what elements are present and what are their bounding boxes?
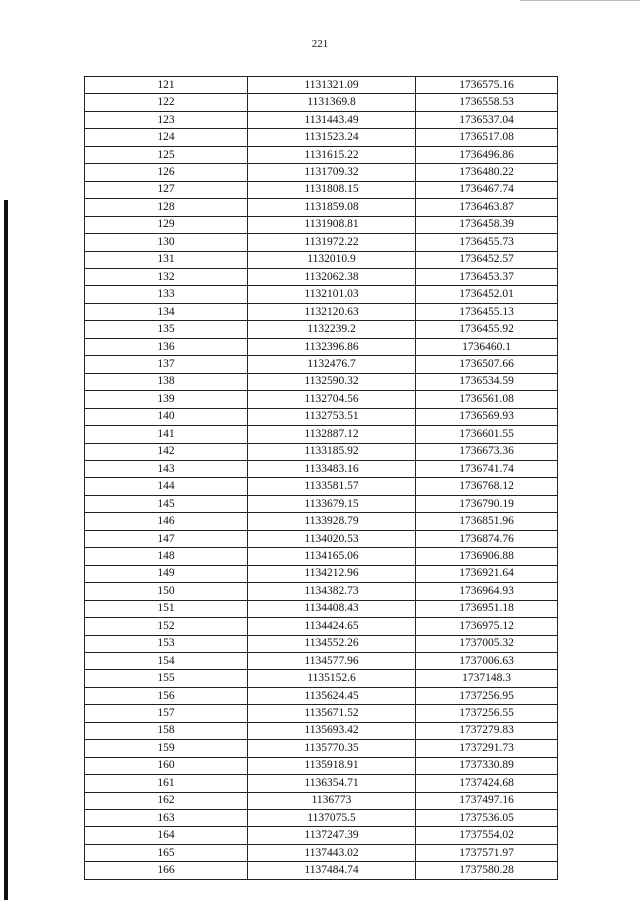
table-row	[85, 321, 558, 338]
table-row	[85, 757, 558, 774]
y-coordinate-cell: 1736467.74	[416, 181, 558, 198]
point-number-cell: 144	[85, 478, 248, 495]
coordinates-table-body	[85, 77, 558, 880]
x-coordinate-cell: 1133679.15	[248, 495, 416, 512]
table-row	[85, 513, 558, 530]
coordinates-table	[84, 76, 558, 880]
y-coordinate-cell: 1736768.12	[416, 478, 558, 495]
point-number-cell: 160	[85, 757, 248, 774]
y-coordinate-cell: 1736507.66	[416, 356, 558, 373]
table-row	[85, 583, 558, 600]
x-coordinate-cell: 1131523.24	[248, 129, 416, 146]
x-coordinate-cell: 1135918.91	[248, 757, 416, 774]
table-row	[85, 286, 558, 303]
point-number-cell: 135	[85, 321, 248, 338]
point-number-cell: 145	[85, 495, 248, 512]
y-coordinate-cell: 1736455.13	[416, 303, 558, 320]
y-coordinate-cell: 1737148.3	[416, 670, 558, 687]
point-number-cell: 125	[85, 146, 248, 163]
x-coordinate-cell: 1131443.49	[248, 111, 416, 128]
x-coordinate-cell: 1137247.39	[248, 827, 416, 844]
table-row	[85, 181, 558, 198]
table-row	[85, 251, 558, 268]
point-number-cell: 155	[85, 670, 248, 687]
y-coordinate-cell: 1736975.12	[416, 618, 558, 635]
point-number-cell: 142	[85, 443, 248, 460]
table-row	[85, 234, 558, 251]
x-coordinate-cell: 1134408.43	[248, 600, 416, 617]
point-number-cell: 146	[85, 513, 248, 530]
point-number-cell: 134	[85, 303, 248, 320]
table-row	[85, 722, 558, 739]
y-coordinate-cell: 1736906.88	[416, 548, 558, 565]
table-row	[85, 618, 558, 635]
x-coordinate-cell: 1137443.02	[248, 844, 416, 861]
x-coordinate-cell: 1134382.73	[248, 583, 416, 600]
x-coordinate-cell: 1132239.2	[248, 321, 416, 338]
y-coordinate-cell: 1737330.89	[416, 757, 558, 774]
point-number-cell: 132	[85, 268, 248, 285]
page-number: 221	[311, 38, 329, 50]
table-row	[85, 338, 558, 355]
x-coordinate-cell: 1131321.09	[248, 77, 416, 94]
y-coordinate-cell: 1736951.18	[416, 600, 558, 617]
point-number-cell: 156	[85, 687, 248, 704]
point-number-cell: 141	[85, 426, 248, 443]
y-coordinate-cell: 1736575.16	[416, 77, 558, 94]
y-coordinate-cell: 1737005.32	[416, 635, 558, 652]
table-row	[85, 94, 558, 111]
x-coordinate-cell: 1131908.81	[248, 216, 416, 233]
y-coordinate-cell: 1736480.22	[416, 164, 558, 181]
table-row	[85, 146, 558, 163]
x-coordinate-cell: 1135693.42	[248, 722, 416, 739]
y-coordinate-cell: 1736463.87	[416, 199, 558, 216]
point-number-cell: 154	[85, 652, 248, 669]
y-coordinate-cell: 1737291.73	[416, 740, 558, 757]
table-row	[85, 129, 558, 146]
point-number-cell: 137	[85, 356, 248, 373]
x-coordinate-cell: 1135152.6	[248, 670, 416, 687]
x-coordinate-cell: 1131615.22	[248, 146, 416, 163]
y-coordinate-cell: 1737279.83	[416, 722, 558, 739]
x-coordinate-cell: 1132062.38	[248, 268, 416, 285]
point-number-cell: 153	[85, 635, 248, 652]
x-coordinate-cell: 1131709.32	[248, 164, 416, 181]
point-number-cell: 147	[85, 530, 248, 547]
y-coordinate-cell: 1736964.93	[416, 583, 558, 600]
y-coordinate-cell: 1736561.08	[416, 391, 558, 408]
table-row	[85, 391, 558, 408]
point-number-cell: 159	[85, 740, 248, 757]
table-row	[85, 408, 558, 425]
x-coordinate-cell: 1135671.52	[248, 705, 416, 722]
table-row	[85, 268, 558, 285]
point-number-cell: 129	[85, 216, 248, 233]
point-number-cell: 123	[85, 111, 248, 128]
y-coordinate-cell: 1736455.92	[416, 321, 558, 338]
table-row	[85, 164, 558, 181]
point-number-cell: 140	[85, 408, 248, 425]
y-coordinate-cell: 1736601.55	[416, 426, 558, 443]
point-number-cell: 121	[85, 77, 248, 94]
y-coordinate-cell: 1736458.39	[416, 216, 558, 233]
x-coordinate-cell: 1137484.74	[248, 862, 416, 879]
table-row	[85, 460, 558, 477]
point-number-cell: 130	[85, 234, 248, 251]
x-coordinate-cell: 1132396.86	[248, 338, 416, 355]
y-coordinate-cell: 1736790.19	[416, 495, 558, 512]
point-number-cell: 162	[85, 792, 248, 809]
scan-edge-line	[520, 0, 640, 1]
point-number-cell: 164	[85, 827, 248, 844]
point-number-cell: 148	[85, 548, 248, 565]
table-row	[85, 426, 558, 443]
point-number-cell: 122	[85, 94, 248, 111]
x-coordinate-cell: 1132101.03	[248, 286, 416, 303]
table-row	[85, 303, 558, 320]
x-coordinate-cell: 1134552.26	[248, 635, 416, 652]
x-coordinate-cell: 1134424.65	[248, 618, 416, 635]
table-row	[85, 600, 558, 617]
point-number-cell: 161	[85, 775, 248, 792]
x-coordinate-cell: 1132010.9	[248, 251, 416, 268]
point-number-cell: 128	[85, 199, 248, 216]
y-coordinate-cell: 1737424.68	[416, 775, 558, 792]
x-coordinate-cell: 1136354.71	[248, 775, 416, 792]
table-row	[85, 810, 558, 827]
y-coordinate-cell: 1736534.59	[416, 373, 558, 390]
y-coordinate-cell: 1736741.74	[416, 460, 558, 477]
table-row	[85, 443, 558, 460]
y-coordinate-cell: 1736673.36	[416, 443, 558, 460]
table-row	[85, 792, 558, 809]
y-coordinate-cell: 1736851.96	[416, 513, 558, 530]
table-row	[85, 216, 558, 233]
scan-edge-mark	[4, 200, 8, 900]
table-row	[85, 356, 558, 373]
table-row	[85, 687, 558, 704]
x-coordinate-cell: 1134577.96	[248, 652, 416, 669]
y-coordinate-cell: 1736452.01	[416, 286, 558, 303]
x-coordinate-cell: 1135624.45	[248, 687, 416, 704]
point-number-cell: 131	[85, 251, 248, 268]
y-coordinate-cell: 1737006.63	[416, 652, 558, 669]
point-number-cell: 158	[85, 722, 248, 739]
y-coordinate-cell: 1736460.1	[416, 338, 558, 355]
table-row	[85, 827, 558, 844]
y-coordinate-cell: 1737497.16	[416, 792, 558, 809]
point-number-cell: 149	[85, 565, 248, 582]
x-coordinate-cell: 1135770.35	[248, 740, 416, 757]
x-coordinate-cell: 1137075.5	[248, 810, 416, 827]
table-row	[85, 565, 558, 582]
point-number-cell: 133	[85, 286, 248, 303]
point-number-cell: 124	[85, 129, 248, 146]
point-number-cell: 163	[85, 810, 248, 827]
point-number-cell: 138	[85, 373, 248, 390]
table-row	[85, 495, 558, 512]
y-coordinate-cell: 1736558.53	[416, 94, 558, 111]
table-row	[85, 844, 558, 861]
x-coordinate-cell: 1134212.96	[248, 565, 416, 582]
point-number-cell: 166	[85, 862, 248, 879]
y-coordinate-cell: 1736517.08	[416, 129, 558, 146]
table-row	[85, 111, 558, 128]
table-row	[85, 705, 558, 722]
table-row	[85, 373, 558, 390]
y-coordinate-cell: 1737536.05	[416, 810, 558, 827]
x-coordinate-cell: 1132887.12	[248, 426, 416, 443]
y-coordinate-cell: 1736452.57	[416, 251, 558, 268]
x-coordinate-cell: 1133483.16	[248, 460, 416, 477]
x-coordinate-cell: 1132590.32	[248, 373, 416, 390]
table-row	[85, 670, 558, 687]
point-number-cell: 136	[85, 338, 248, 355]
y-coordinate-cell: 1737554.02	[416, 827, 558, 844]
point-number-cell: 126	[85, 164, 248, 181]
x-coordinate-cell: 1132476.7	[248, 356, 416, 373]
y-coordinate-cell: 1736496.86	[416, 146, 558, 163]
point-number-cell: 143	[85, 460, 248, 477]
table-row	[85, 530, 558, 547]
y-coordinate-cell: 1737256.95	[416, 687, 558, 704]
x-coordinate-cell: 1132704.56	[248, 391, 416, 408]
y-coordinate-cell: 1736874.76	[416, 530, 558, 547]
y-coordinate-cell: 1736537.04	[416, 111, 558, 128]
table-row	[85, 77, 558, 94]
x-coordinate-cell: 1136773	[248, 792, 416, 809]
x-coordinate-cell: 1131808.15	[248, 181, 416, 198]
x-coordinate-cell: 1134020.53	[248, 530, 416, 547]
x-coordinate-cell: 1131369.8	[248, 94, 416, 111]
table-row	[85, 635, 558, 652]
point-number-cell: 150	[85, 583, 248, 600]
x-coordinate-cell: 1131859.08	[248, 199, 416, 216]
x-coordinate-cell: 1132120.63	[248, 303, 416, 320]
table-row	[85, 652, 558, 669]
y-coordinate-cell: 1736921.64	[416, 565, 558, 582]
x-coordinate-cell: 1132753.51	[248, 408, 416, 425]
x-coordinate-cell: 1134165.06	[248, 548, 416, 565]
y-coordinate-cell: 1736569.93	[416, 408, 558, 425]
x-coordinate-cell: 1131972.22	[248, 234, 416, 251]
x-coordinate-cell: 1133581.57	[248, 478, 416, 495]
table-row	[85, 862, 558, 879]
point-number-cell: 165	[85, 844, 248, 861]
point-number-cell: 152	[85, 618, 248, 635]
table-row	[85, 478, 558, 495]
table-row	[85, 740, 558, 757]
point-number-cell: 127	[85, 181, 248, 198]
y-coordinate-cell: 1736455.73	[416, 234, 558, 251]
x-coordinate-cell: 1133185.92	[248, 443, 416, 460]
point-number-cell: 151	[85, 600, 248, 617]
y-coordinate-cell: 1736453.37	[416, 268, 558, 285]
point-number-cell: 139	[85, 391, 248, 408]
y-coordinate-cell: 1737571.97	[416, 844, 558, 861]
table-row	[85, 775, 558, 792]
table-row	[85, 199, 558, 216]
y-coordinate-cell: 1737256.55	[416, 705, 558, 722]
y-coordinate-cell: 1737580.28	[416, 862, 558, 879]
table-row	[85, 548, 558, 565]
point-number-cell: 157	[85, 705, 248, 722]
x-coordinate-cell: 1133928.79	[248, 513, 416, 530]
